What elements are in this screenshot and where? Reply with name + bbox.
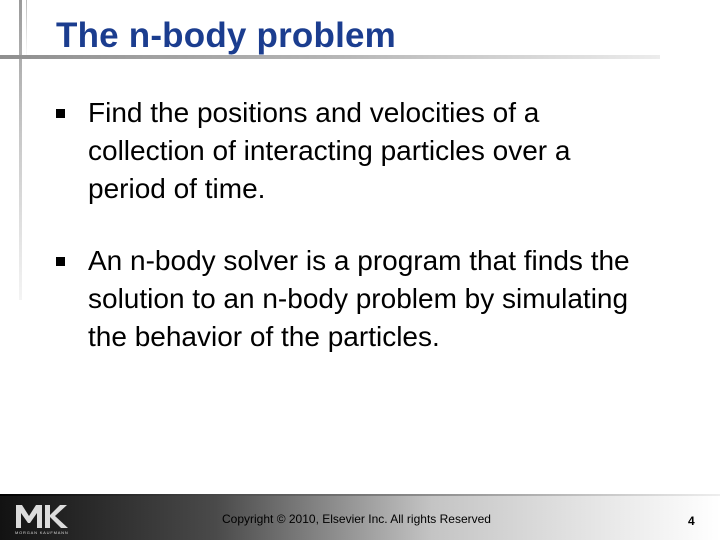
publisher-logo — [14, 502, 76, 538]
bullet-item — [56, 94, 656, 208]
page-number: 4 — [688, 514, 695, 528]
decorative-vertical-line — [19, 0, 22, 300]
bullet-item — [56, 242, 656, 356]
logo-text: MORGAN KAUFMANN — [15, 530, 69, 535]
bullet-list — [56, 94, 656, 390]
square-bullet-icon — [56, 109, 65, 118]
slide-title: The n-body problem — [56, 16, 396, 55]
mk-logo-icon — [14, 502, 72, 530]
decorative-vertical-line-thin — [26, 0, 27, 60]
square-bullet-icon — [56, 257, 65, 266]
copyright-notice: Copyright © 2010, Elsevier Inc. All rights Reserved — [222, 512, 491, 526]
bullet-text: An n-body solver is a program that finds the solution to an n-body problem by simulating the behavior of the particles. — [88, 245, 630, 352]
bullet-text: Find the positions and velocities of a collection of interacting particles over a period of time. — [88, 97, 571, 204]
